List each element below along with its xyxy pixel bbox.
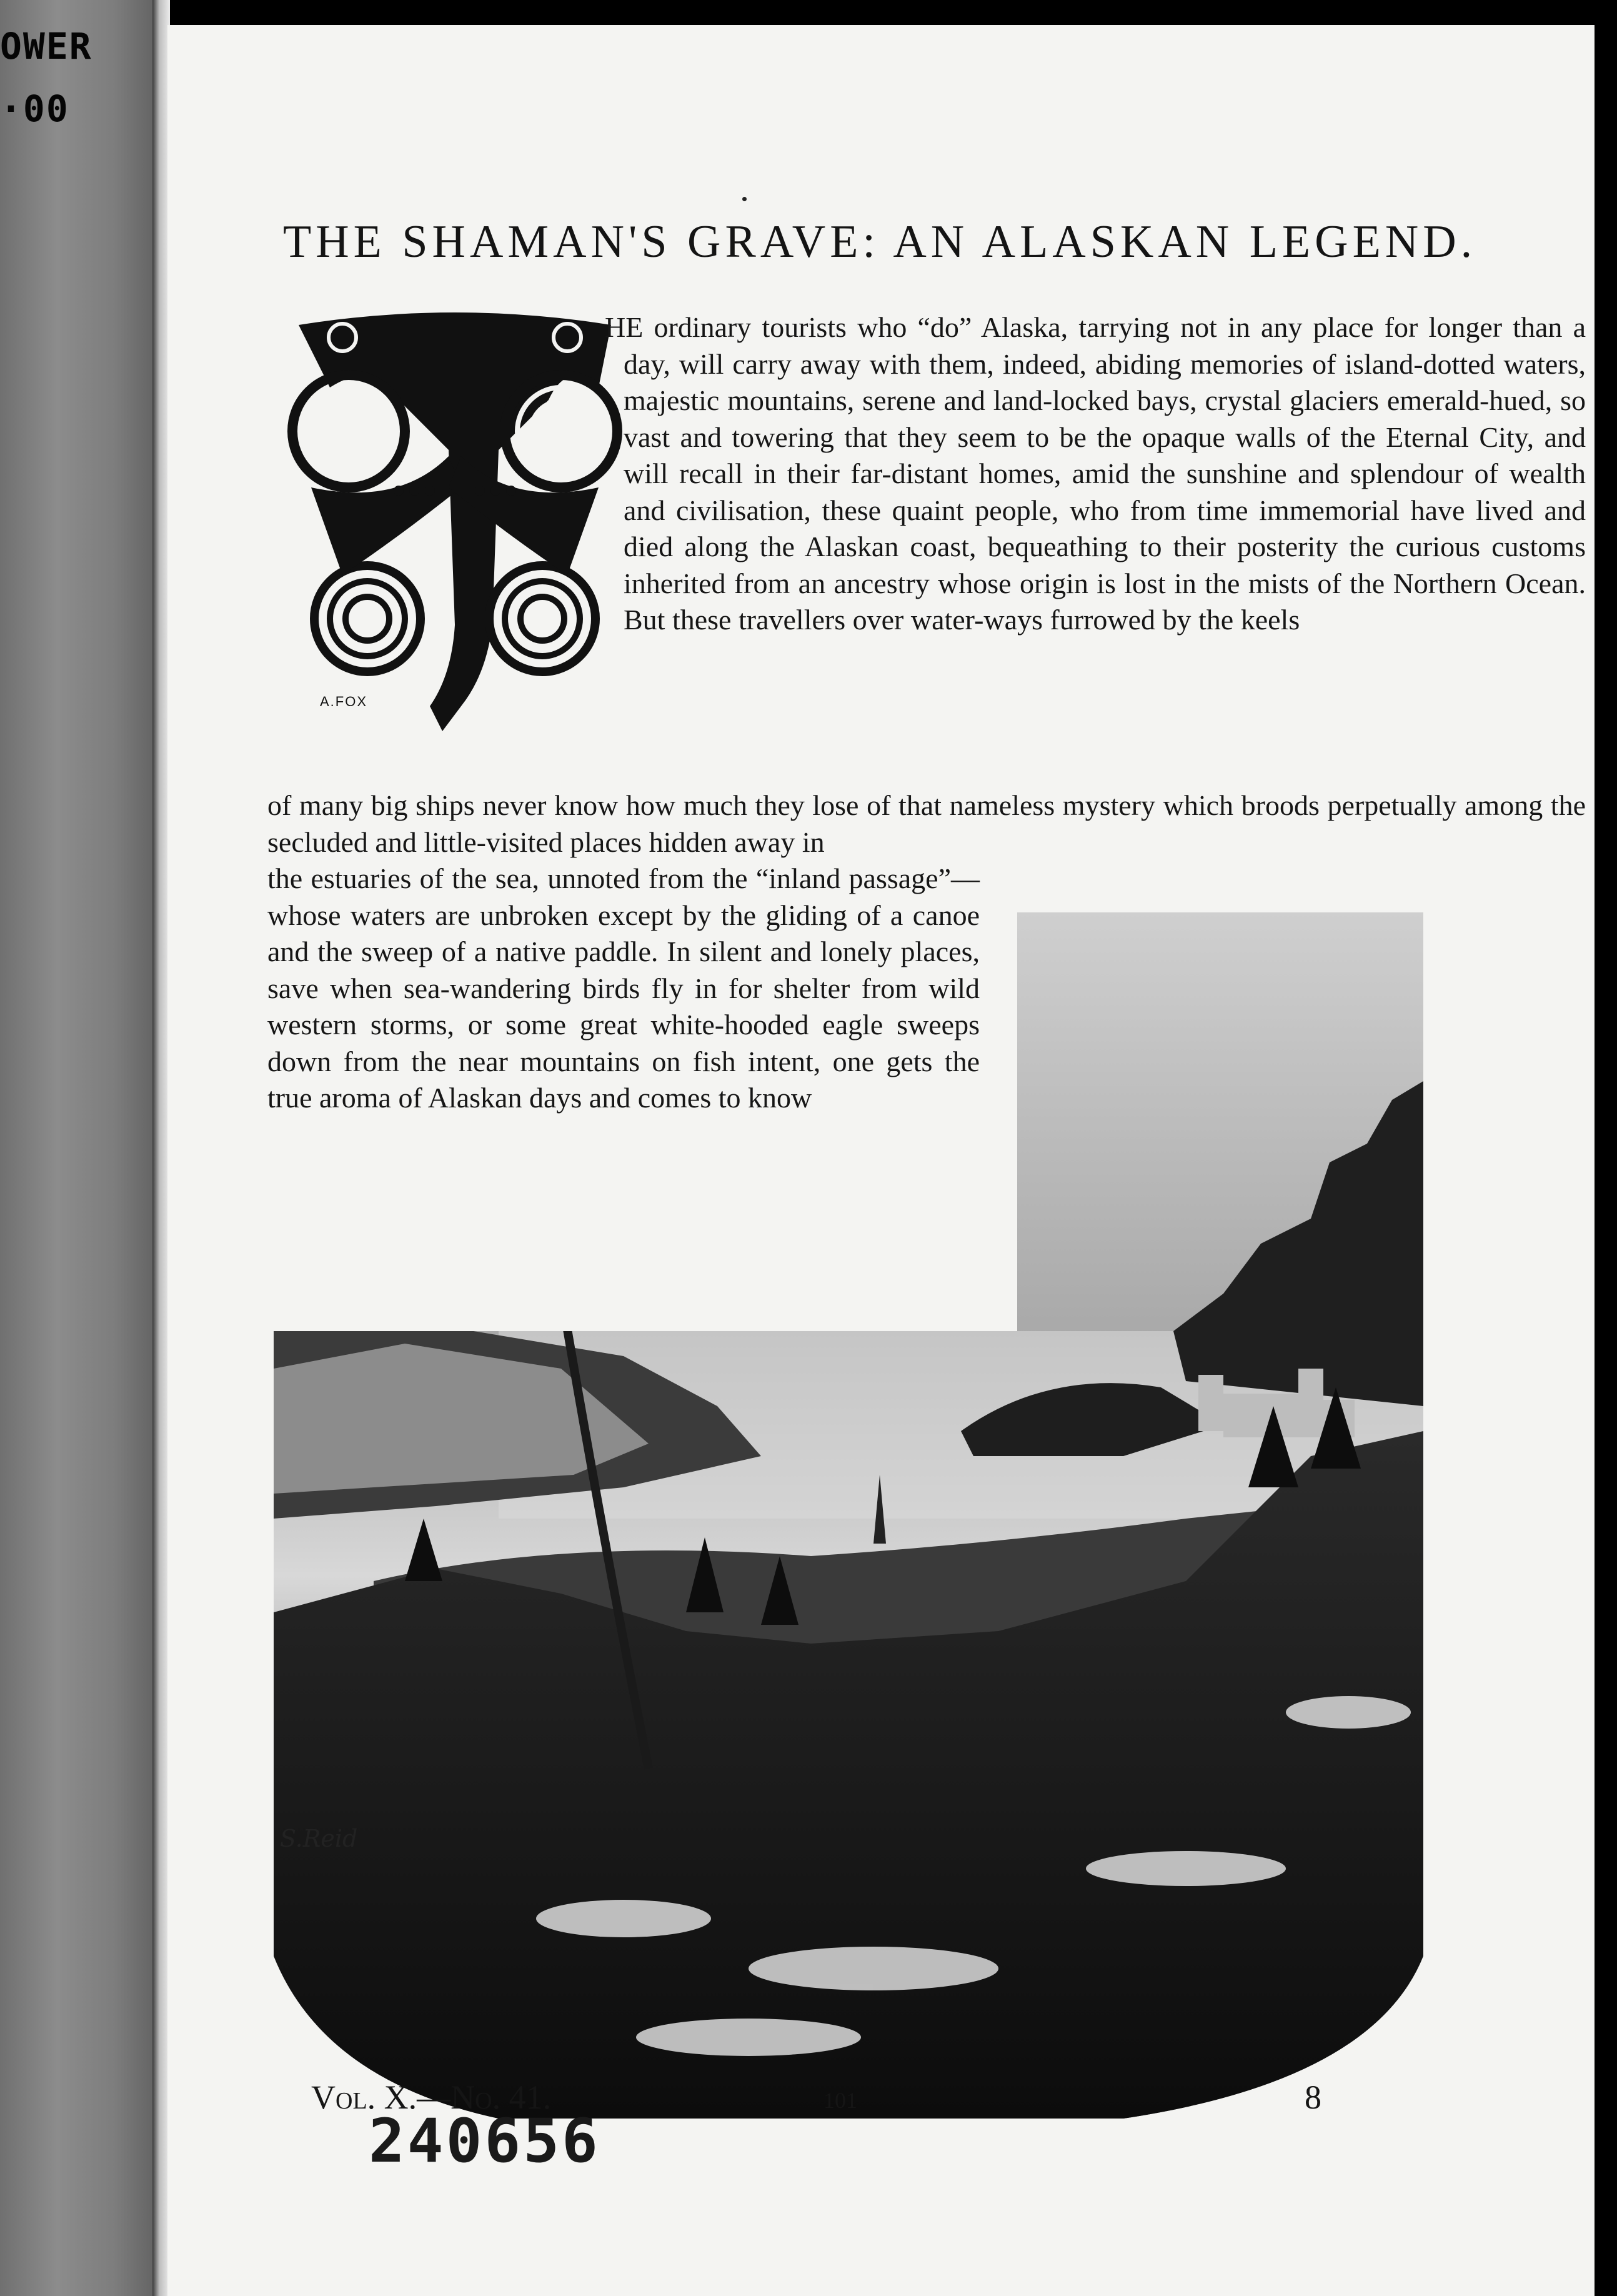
paragraph-narrow <box>267 861 980 1117</box>
cover-note-1: OWER <box>0 25 92 67</box>
full-width-text: of many big ships never know how much they lose of that nameless mystery which broods perpetually among the secluded and little-visited places hidden away in <box>267 789 1586 858</box>
paragraph-opening <box>605 309 1586 639</box>
illustration-signature: S.Reid <box>280 1825 358 1852</box>
page-right-edge <box>1595 0 1617 2296</box>
cover-strip <box>0 0 164 2296</box>
page <box>167 25 1595 2296</box>
page-title: THE SHAMAN'S GRAVE: AN ALASKAN LEGEND. <box>283 216 1477 267</box>
narrow-text: the estuaries of the sea, unnoted from the “inland passage”—whose waters are unbroken except by the gliding of a canoe and the sweep of a native paddle. In silent and lonely places, save when sea-wandering birds fly in for shelter from wild western storms, or some great white-hooded eagle sweeps down from the near mountains on fish intent, one gets the true aroma of Alaskan days and comes to know <box>267 862 980 1114</box>
footer-page-number: 101 <box>823 2088 857 2113</box>
opening-text: HE ordinary tourists who “do” Alaska, tarrying not in any place for longer than a day, will carry away with them, indeed, abiding memories of island-dotted waters, majestic mountains, serene and land-locked bays, crystal glaciers emerald-hued, so vast and towering that they seem to be the opaque walls of the Eternal City, and will recall in their far-distant homes, amid the sunshine and splendour of wealth and civilisation, these quaint people, who from time immemorial have lived and died along the Alaskan coast, bequeathing to their posterity the curious customs inherited from an ancestry whose origin is lost in the mists of the Northern Ocean. But these travellers over water-ways furrowed by the keels <box>605 311 1586 636</box>
dropcap-t-icon <box>274 300 636 744</box>
library-stamp: 240656 <box>369 2106 600 2176</box>
cover-note-2: ·00 <box>0 87 69 130</box>
speck <box>742 197 747 201</box>
footer-volume: Vol. X.—No. 41. <box>311 2079 552 2116</box>
dropcap-signature: A.FOX <box>320 694 368 709</box>
footer-signature-mark: 8 <box>1305 2079 1321 2116</box>
paragraph-full-width <box>267 787 1586 861</box>
